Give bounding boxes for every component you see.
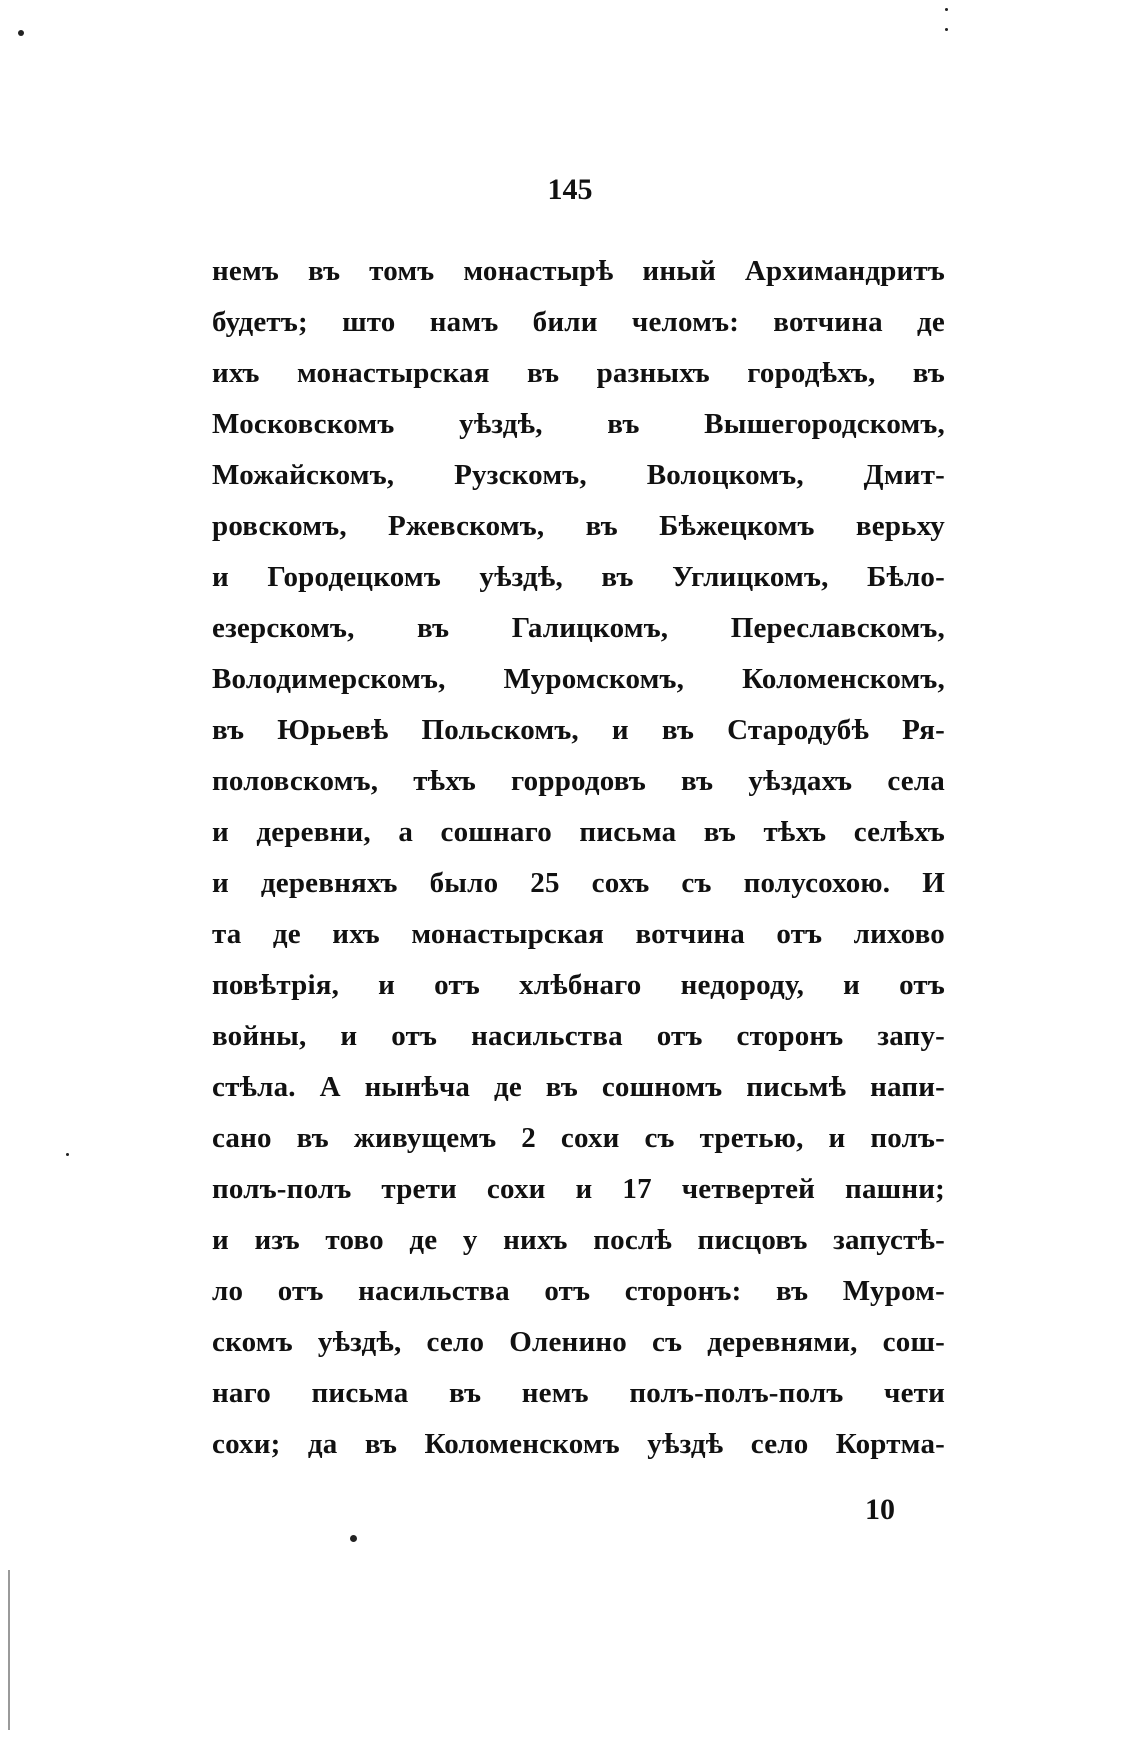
text-line: полъ-полъ трети сохи и 17 четвертей пашни;	[212, 1173, 945, 1205]
page-edge-mark	[8, 1570, 10, 1730]
ink-speck	[945, 8, 948, 11]
body-text	[212, 246, 945, 1470]
text-line: и деревни, а сошнаго письма въ тѣхъ селѣхъ	[212, 816, 945, 848]
page-number: 145	[547, 173, 593, 206]
text-line: наго письма въ немъ полъ-полъ-полъ чети	[212, 1377, 945, 1409]
text-line: Можайскомъ, Рузскомъ, Волоцкомъ, Дмит-	[212, 459, 945, 491]
text-line: стѣла. А нынѣча де въ сошномъ письмѣ напи-	[212, 1071, 945, 1103]
text-line: и изъ тово де у нихъ послѣ писцовъ запустѣ-	[212, 1224, 945, 1256]
text-line: та де ихъ монастырская вотчина отъ лихово	[212, 918, 945, 950]
text-line: половскомъ, тѣхъ горродовъ въ уѣздахъ села	[212, 765, 945, 797]
text-line: скомъ уѣздѣ, село Оленино съ деревнями, сош-	[212, 1326, 945, 1358]
signature-mark: 10	[865, 1493, 895, 1526]
text-line: ихъ монастырская въ разныхъ городѣхъ, въ	[212, 357, 945, 389]
text-line: сохи; да въ Коломенскомъ уѣздѣ село Кортма-	[212, 1428, 945, 1460]
text-line: и деревняхъ было 25 сохъ съ полусохою. И	[212, 867, 945, 899]
text-line: Володимерскомъ, Муромскомъ, Коломенскомъ,	[212, 663, 945, 695]
text-line: Московскомъ уѣздѣ, въ Вышегородскомъ,	[212, 408, 945, 440]
text-line: езерскомъ, въ Галицкомъ, Переславскомъ,	[212, 612, 945, 644]
ink-speck	[350, 1535, 357, 1542]
text-line: ло отъ насильства отъ сторонъ: въ Муром-	[212, 1275, 945, 1307]
text-line: немъ въ томъ монастырѣ иный Архимандритъ	[212, 255, 945, 287]
text-line: будетъ; што намъ били челомъ: вотчина де	[212, 306, 945, 338]
text-line: повѣтрія, и отъ хлѣбнаго недороду, и отъ	[212, 969, 945, 1001]
text-line: ровскомъ, Ржевскомъ, въ Бѣжецкомъ верьху	[212, 510, 945, 542]
text-line: сано въ живущемъ 2 сохи съ третью, и полъ-	[212, 1122, 945, 1154]
ink-speck	[66, 1153, 69, 1156]
text-line: въ Юрьевѣ Польскомъ, и въ Стародубѣ Ря-	[212, 714, 945, 746]
ink-speck	[945, 28, 948, 31]
text-line: войны, и отъ насильства отъ сторонъ запу-	[212, 1020, 945, 1052]
ink-speck	[18, 30, 24, 36]
text-line: и Городецкомъ уѣздѣ, въ Углицкомъ, Бѣло-	[212, 561, 945, 593]
